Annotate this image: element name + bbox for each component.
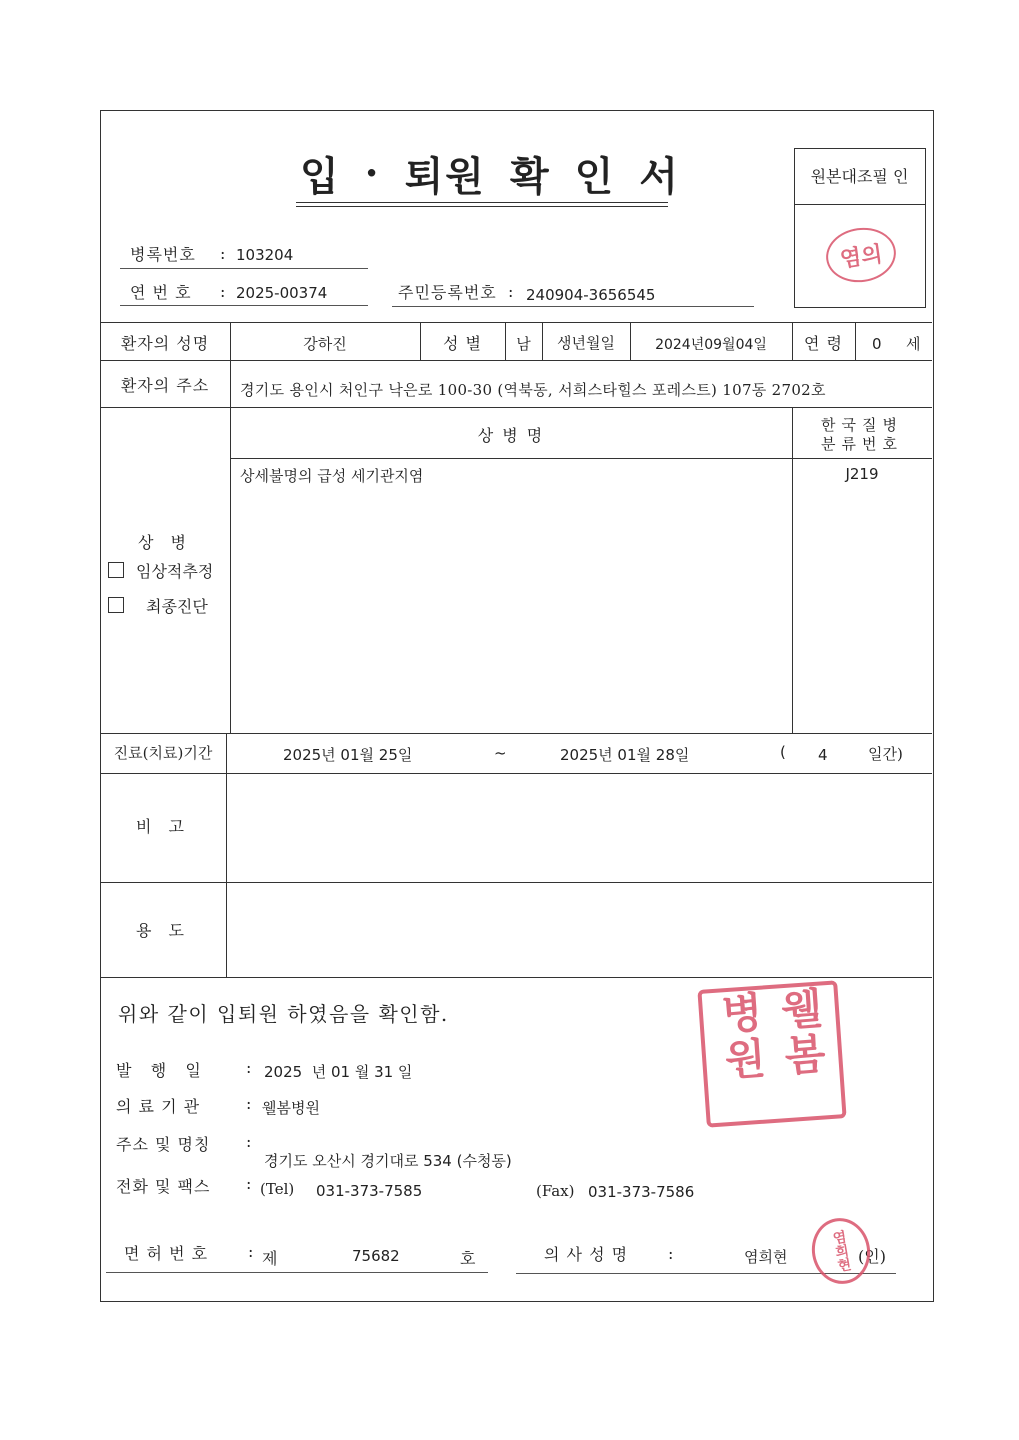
colon: : — [508, 282, 514, 301]
record-no-label: 병록번호 — [130, 245, 196, 264]
birth-label: 생년월일 — [557, 334, 615, 352]
age-unit: 세 — [906, 335, 921, 353]
title-underline — [296, 202, 668, 203]
table-top-line — [100, 322, 932, 323]
issue-date-value: 2025 년 01 월 31 일 — [264, 1063, 413, 1081]
label-column-divider — [226, 733, 227, 775]
cell-divider — [855, 322, 856, 360]
title-char: 서 — [639, 152, 680, 200]
period-paren: ( — [780, 743, 786, 761]
hospital-seal-text: 웰봄병원 — [713, 985, 829, 1085]
label-column-divider — [230, 360, 231, 408]
colon: : — [668, 1244, 674, 1263]
patient-name-label: 환자의 성명 — [120, 334, 210, 353]
hospital-seal-stamp — [697, 980, 846, 1127]
record-no-underline — [120, 268, 368, 269]
sex-label: 성 별 — [443, 334, 482, 353]
issue-date-label: 발 행 일 — [116, 1061, 202, 1080]
row-line — [230, 458, 932, 459]
serial-no-label: 연 번 호 — [130, 283, 192, 302]
title-underline-2 — [296, 206, 668, 207]
age-value: 0 — [872, 335, 882, 353]
period-tilde: ~ — [494, 744, 507, 762]
diagnosis-code-divider — [792, 407, 793, 733]
remarks-label: 비 고 — [136, 817, 190, 836]
fax-value: 031-373-7586 — [588, 1183, 695, 1201]
license-suffix: 호 — [460, 1249, 476, 1268]
address-name-label: 주소 및 명칭 — [116, 1135, 211, 1154]
colon: : — [246, 1058, 252, 1077]
colon: : — [220, 282, 226, 301]
label-column-divider — [230, 407, 231, 734]
period-start: 2025년 01월 25일 — [283, 746, 413, 764]
institution-address: 경기도 오산시 경기대로 534 (수청동) — [264, 1152, 512, 1170]
diagnosis-name-header: 상 병 명 — [477, 426, 545, 445]
serial-no-underline — [120, 305, 368, 306]
row-line — [100, 882, 932, 883]
serial-no-value: 2025-00374 — [236, 284, 328, 302]
colon: : — [220, 244, 226, 263]
seal-mark: (인) — [858, 1247, 886, 1266]
purpose-value[interactable] — [236, 895, 916, 970]
colon: : — [246, 1174, 252, 1193]
code-header-line2: 분류번호 — [821, 435, 903, 453]
certify-label: 원본대조필 인 — [810, 167, 909, 186]
title-char: 입 — [300, 152, 341, 200]
row-line — [100, 773, 932, 774]
final-diagnosis-checkbox[interactable] — [108, 597, 124, 613]
record-no-value: 103204 — [236, 246, 294, 264]
fax-prefix: (Fax) — [536, 1182, 575, 1200]
tel-prefix: (Tel) — [260, 1180, 295, 1198]
code-header-line1: 한국질병 — [821, 416, 903, 434]
colon: : — [246, 1094, 252, 1113]
diagnosis-section-label: 상 병 — [138, 533, 192, 552]
doctor-seal-text: 염희현 — [829, 1228, 853, 1274]
document-title — [300, 148, 680, 198]
row-line — [100, 977, 932, 978]
purpose-label: 용 도 — [136, 921, 190, 940]
doctor-name-label: 의 사 성 명 — [544, 1245, 629, 1264]
birth-value: 2024년09월04일 — [655, 337, 767, 353]
title-char: · — [364, 149, 381, 197]
license-number: 75682 — [352, 1247, 400, 1265]
period-end: 2025년 01월 28일 — [560, 746, 690, 764]
title-char: 퇴원 — [404, 152, 486, 200]
title-char: 확 — [509, 152, 551, 200]
clinical-estimate-label: 임상적추정 — [136, 562, 214, 581]
institution-value: 웰봄병원 — [262, 1099, 320, 1117]
period-days: 4 — [818, 746, 828, 764]
age-label: 연 령 — [804, 334, 843, 353]
label-column-divider — [226, 773, 227, 978]
address-value: 경기도 용인시 처인구 낙은로 100-30 (역북동, 서희스타힐스 포레스트) 107동 2702호 — [240, 381, 826, 399]
rrn-underline — [392, 306, 754, 307]
license-label: 면 허 번 호 — [124, 1244, 209, 1263]
doctor-name-value: 염희현 — [744, 1248, 788, 1266]
colon: : — [246, 1132, 252, 1151]
remarks-value[interactable] — [236, 790, 916, 870]
certification-statement: 위와 같이 입퇴원 하였음을 확인함. — [118, 1002, 449, 1026]
row-line — [100, 360, 932, 361]
final-diagnosis-label: 최종진단 — [146, 597, 208, 616]
diagnosis-code-value: J219 — [845, 465, 879, 483]
rrn-label: 주민등록번호 — [398, 283, 497, 302]
period-label: 진료(치료)기간 — [113, 744, 213, 762]
diagnosis-name-value: 상세불명의 급성 세기관지염 — [240, 467, 424, 485]
phone-fax-label: 전화 및 팩스 — [116, 1177, 211, 1196]
certify-seal: 염의 — [823, 223, 900, 286]
tel-value: 031-373-7585 — [316, 1182, 423, 1200]
title-char: 인 — [574, 152, 616, 200]
period-days-unit: 일간) — [868, 745, 903, 763]
license-underline — [106, 1272, 488, 1273]
institution-label: 의 료 기 관 — [116, 1097, 201, 1116]
colon: : — [248, 1242, 254, 1261]
patient-name-value: 강하진 — [303, 335, 347, 353]
row-line — [100, 733, 932, 734]
license-prefix: 제 — [262, 1249, 278, 1268]
rrn-value: 240904-3656545 — [526, 286, 656, 304]
address-label: 환자의 주소 — [120, 376, 210, 395]
certify-divider — [794, 204, 925, 205]
clinical-estimate-checkbox[interactable] — [108, 562, 124, 578]
sex-value: 남 — [516, 335, 531, 353]
row-line — [100, 407, 932, 408]
